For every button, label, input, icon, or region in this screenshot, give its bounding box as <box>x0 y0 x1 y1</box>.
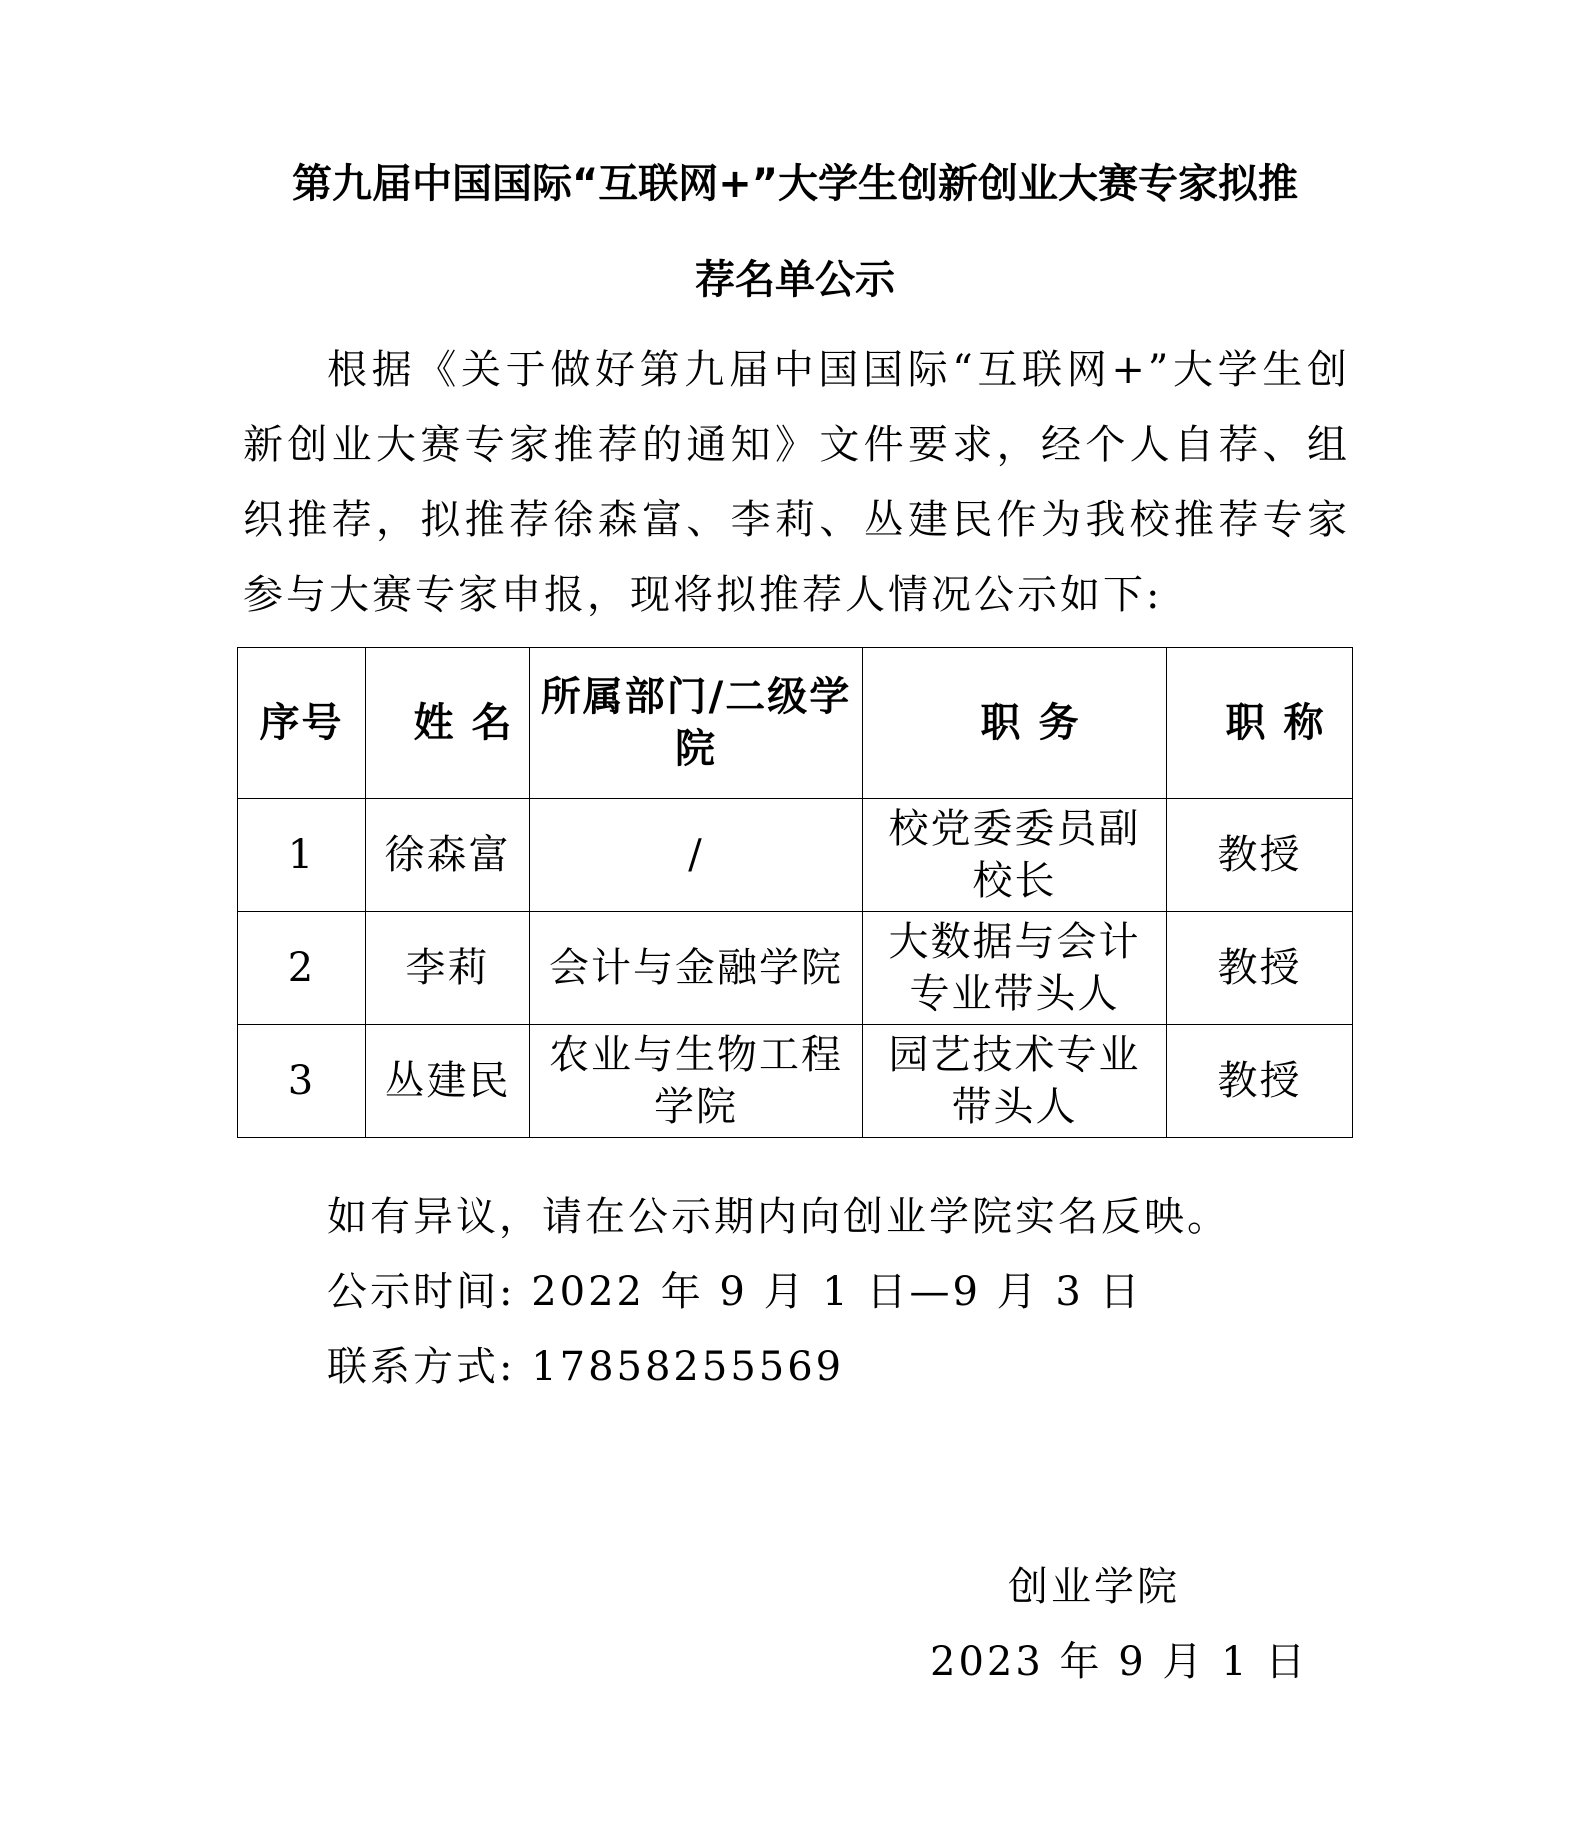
cell-position: 园艺技术专业带头人 <box>863 1025 1167 1138</box>
cell-name: 丛建民 <box>366 1025 530 1138</box>
header-position: 职 务 <box>863 648 1167 799</box>
header-index: 序号 <box>238 648 366 799</box>
cell-index: 1 <box>238 799 366 912</box>
table-row <box>238 799 1353 912</box>
cell-position: 校党委委员副校长 <box>863 799 1167 912</box>
cell-rank: 教授 <box>1167 1025 1353 1138</box>
contact-info: 联系方式: 17858255569 <box>327 1344 845 1390</box>
table-row <box>238 912 1353 1025</box>
header-dept: 所属部门/二级学院 <box>530 648 863 799</box>
cell-name: 李莉 <box>366 912 530 1025</box>
document-title-line-1: 第九届中国国际“互联网+”大学生创新创业大赛专家拟推 <box>291 161 1299 207</box>
cell-position: 大数据与会计专业带头人 <box>863 912 1167 1025</box>
cell-rank: 教授 <box>1167 799 1353 912</box>
publicity-period: 公示时间: 2022 年 9 月 1 日—9 月 3 日 <box>327 1269 1143 1315</box>
cell-dept: / <box>530 799 863 912</box>
cell-name: 徐森富 <box>366 799 530 912</box>
intro-paragraph: 根据《关于做好第九届中国国际“互联网+”大学生创新创业大赛专家推荐的通知》文件要求，经个人自荐、组织推荐，拟推荐徐森富、李莉、丛建民作为我校推荐专家参与大赛专家申报，现将拟推荐人情况公示如下: <box>243 347 1350 618</box>
cell-index: 2 <box>238 912 366 1025</box>
document-title-line-2: 荐名单公示 <box>695 257 895 303</box>
cell-index: 3 <box>238 1025 366 1138</box>
objection-notice: 如有异议，请在公示期内向创业学院实名反映。 <box>327 1194 1230 1240</box>
table-header-row <box>238 648 1353 799</box>
header-name: 姓 名 <box>366 648 530 799</box>
header-rank: 职 称 <box>1167 648 1353 799</box>
expert-table <box>237 647 1353 1138</box>
cell-dept: 会计与金融学院 <box>530 912 863 1025</box>
cell-dept: 农业与生物工程学院 <box>530 1025 863 1138</box>
signature-date: 2023 年 9 月 1 日 <box>930 1639 1309 1685</box>
cell-rank: 教授 <box>1167 912 1353 1025</box>
table-row <box>238 1025 1353 1138</box>
signature-organization: 创业学院 <box>1008 1564 1180 1610</box>
